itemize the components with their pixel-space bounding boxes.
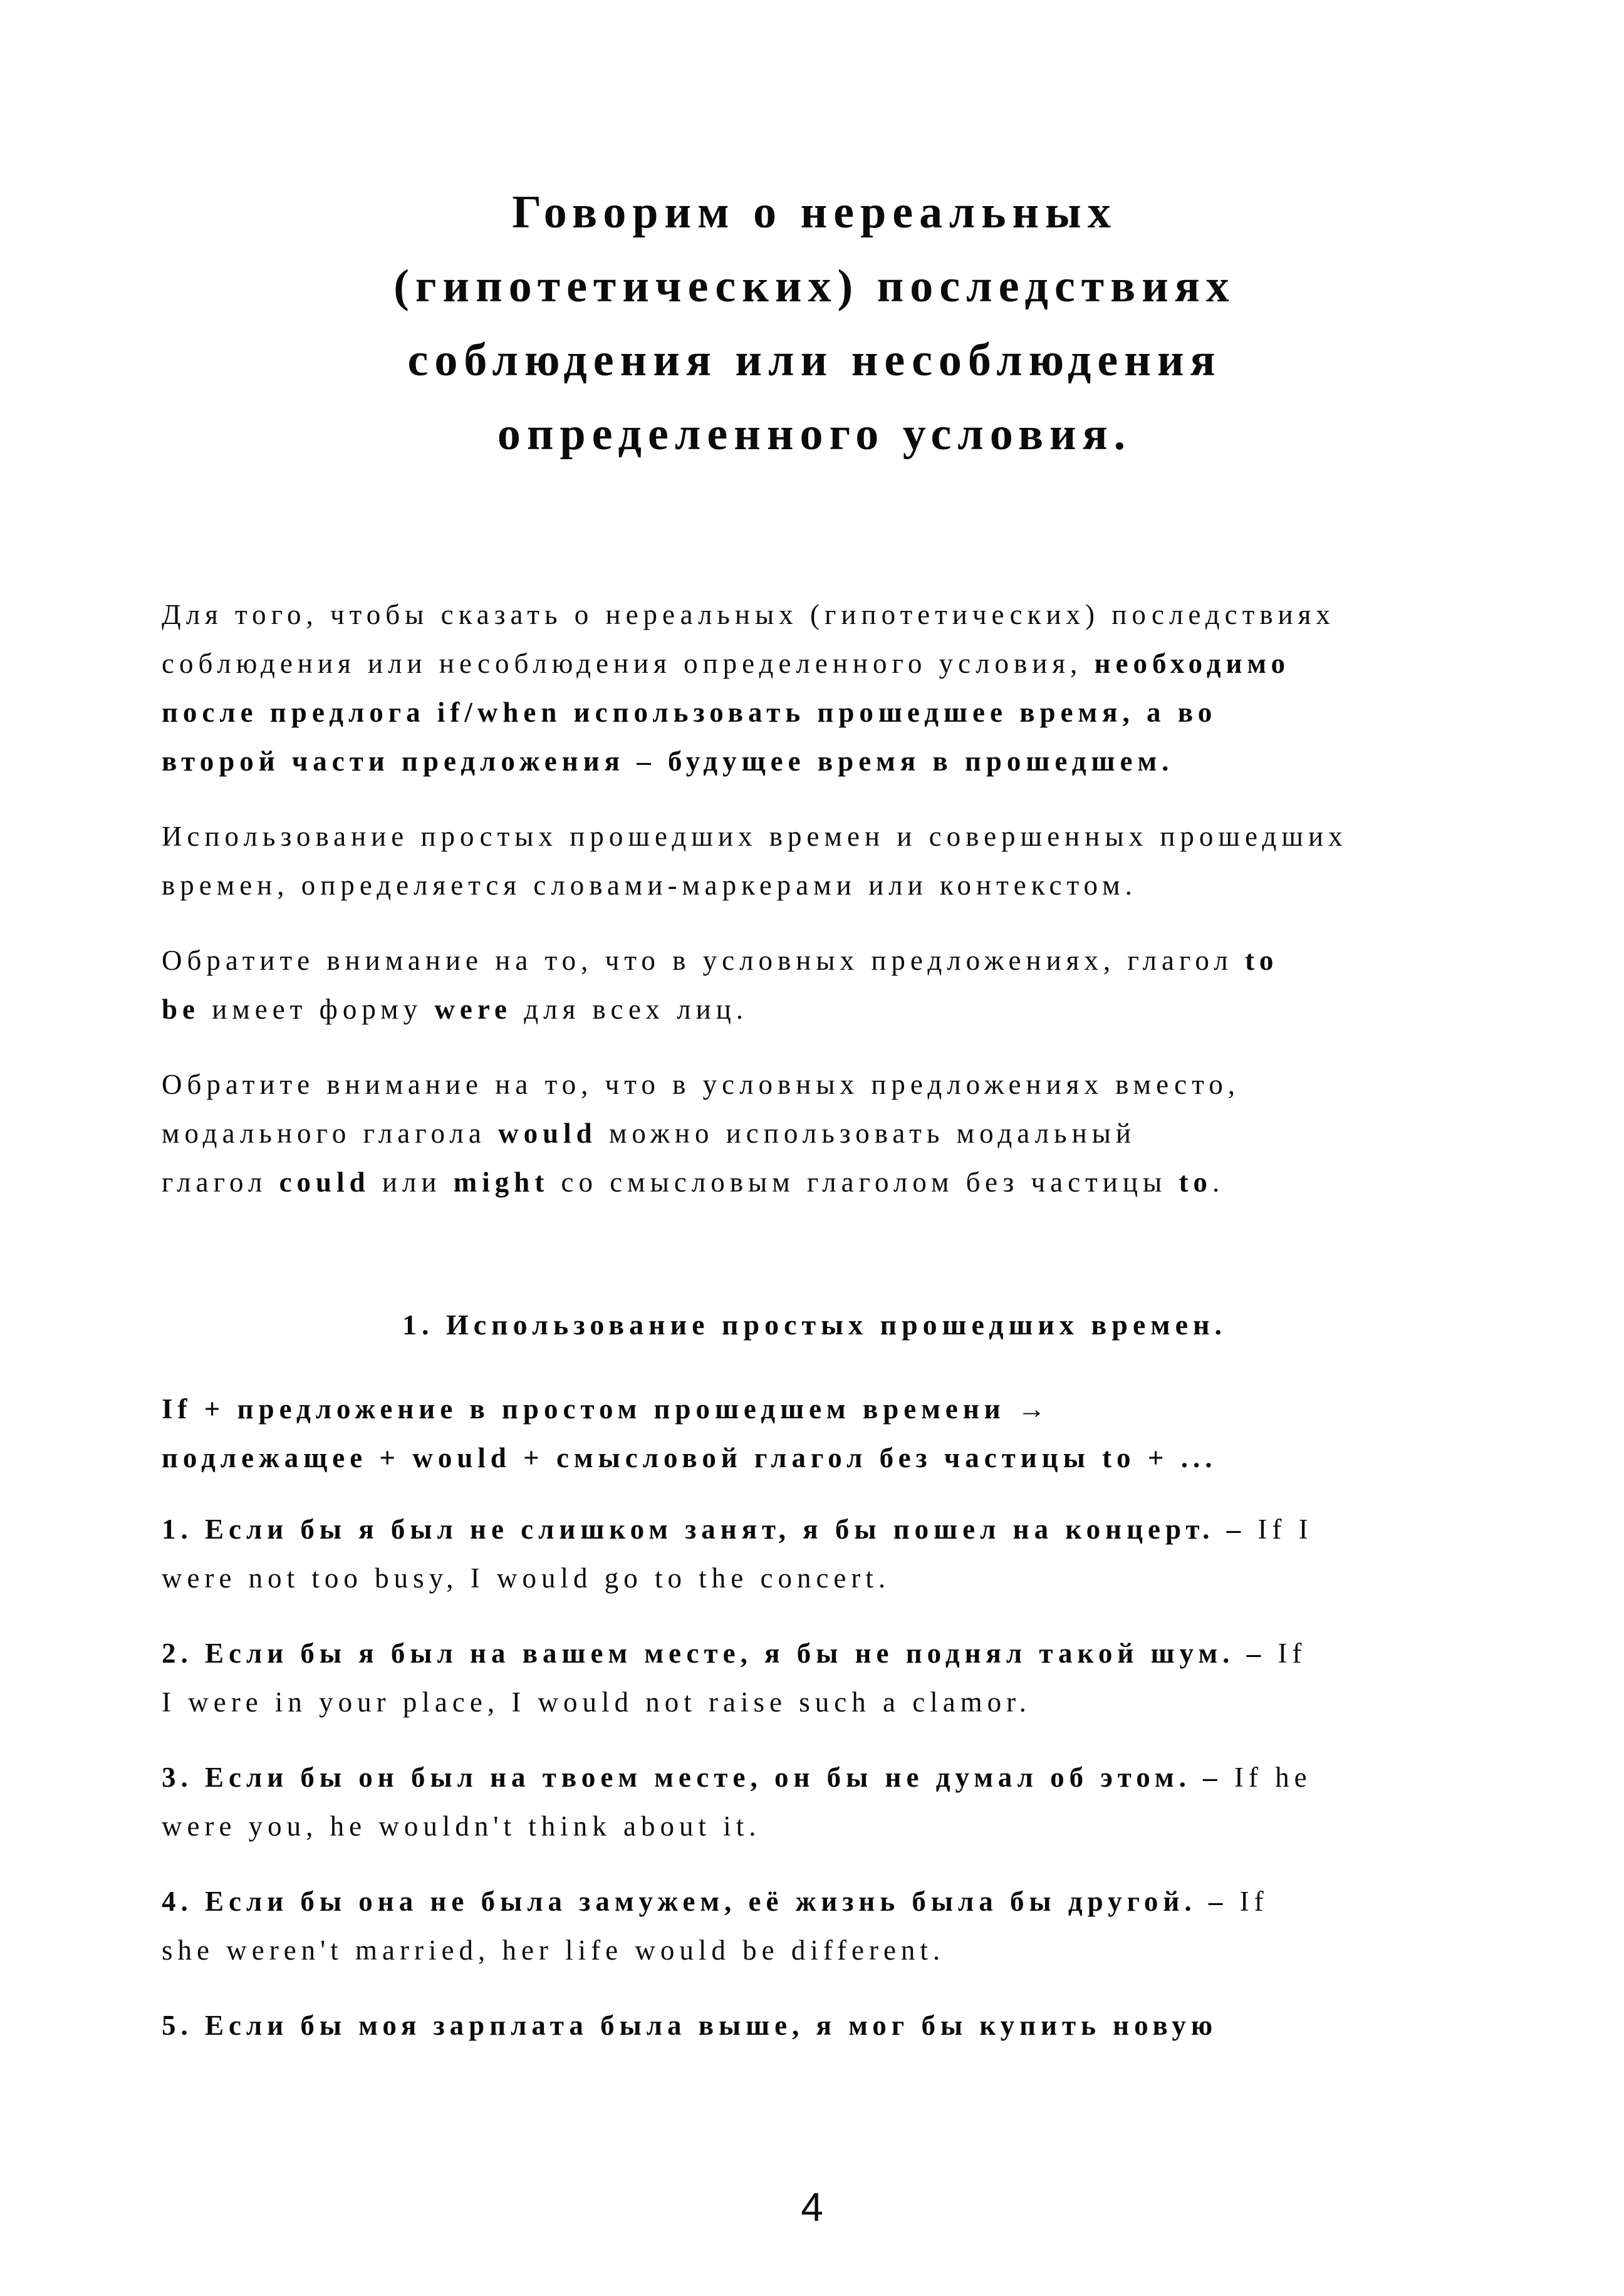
text-segment-bold: соблюдения или несоблюдения	[407, 335, 1222, 386]
text-line	[162, 861, 1467, 910]
text-segment: со смысловым глаголом без частицы	[549, 1166, 1179, 1198]
text-line	[162, 1877, 1467, 1926]
text-segment: she weren't married, her life would be different.	[162, 1935, 945, 1966]
text-line	[162, 1384, 1467, 1433]
text-line	[162, 1109, 1467, 1158]
text-segment: Обратите внимание на то, что в условных предложениях, глагол	[162, 945, 1245, 976]
text-segment-bold: 2. Если бы я был на вашем месте, я бы не поднял такой шум. –	[162, 1638, 1278, 1669]
page-number: 4	[801, 2184, 823, 2230]
paragraph-rule-intro	[162, 590, 1467, 786]
text-line	[162, 1802, 1467, 1851]
text-line	[162, 1753, 1467, 1802]
text-segment: для всех лиц.	[511, 994, 749, 1025]
text-segment-bold: 1. Если бы я был не слишком занят, я бы пошел на концерт. –	[162, 1514, 1258, 1545]
text-segment: were not too busy, I would go to the concert.	[162, 1562, 891, 1594]
text-line	[162, 737, 1467, 786]
text-segment: или	[370, 1166, 454, 1198]
text-segment: If he	[1234, 1762, 1312, 1793]
text-line	[162, 249, 1467, 323]
section-heading: 1. Использование простых прошедших времен.	[402, 1309, 1227, 1341]
text-line	[162, 1060, 1467, 1109]
text-line	[162, 1158, 1467, 1207]
text-segment: .	[1212, 1166, 1225, 1198]
text-line	[162, 1629, 1467, 1678]
text-line	[162, 936, 1467, 985]
paragraph-note-to-be	[162, 936, 1467, 1034]
text-segment-bold: be	[162, 994, 200, 1025]
text-segment-bold: после предлога if/when использовать прошедшее время, а во	[162, 697, 1217, 728]
text-segment-bold: необходимо	[1094, 648, 1290, 679]
text-segment: имеет форму	[200, 994, 435, 1025]
text-segment-bold: (гипотетических) последствиях	[393, 261, 1236, 312]
text-segment: Использование простых прошедших времен и совершенных прошедших	[162, 821, 1348, 852]
text-segment: If	[1278, 1638, 1307, 1669]
text-line	[162, 2001, 1467, 2050]
text-segment-bold: would	[498, 1118, 597, 1149]
text-segment-bold: 4. Если бы она не была замужем, её жизнь была бы другой. –	[162, 1886, 1240, 1917]
text-line	[162, 1926, 1467, 1975]
example-sentence-1	[162, 1505, 1467, 1603]
text-segment: If I	[1257, 1514, 1313, 1545]
text-segment-bold: If + предложение в простом прошедшем времени →	[162, 1393, 1051, 1425]
text-segment-bold: второй части предложения – будущее время в прошедшем.	[162, 745, 1174, 777]
text-segment: времен, определяется словами-маркерами или контекстом.	[162, 870, 1137, 901]
text-segment-bold: might	[453, 1166, 549, 1198]
text-segment-bold: were	[434, 994, 512, 1025]
example-sentence-5	[162, 2001, 1467, 2050]
example-sentence-3	[162, 1753, 1467, 1851]
paragraph-tense-markers	[162, 812, 1467, 910]
text-line	[162, 1505, 1467, 1554]
text-line	[162, 323, 1467, 397]
text-segment-bold: to	[1244, 945, 1279, 976]
text-line	[162, 1433, 1467, 1482]
text-line	[162, 985, 1467, 1034]
text-segment: модального глагола	[162, 1118, 499, 1149]
text-segment: соблюдения или несоблюдения определенного условия,	[162, 648, 1095, 679]
text-segment-bold: 5. Если бы моя зарплата была выше, я мог бы купить новую	[162, 2010, 1218, 2041]
example-sentence-4	[162, 1877, 1467, 1975]
text-segment-bold: to	[1179, 1166, 1212, 1198]
text-line	[162, 639, 1467, 688]
paragraph-note-modals	[162, 1060, 1467, 1207]
example-sentence-2	[162, 1629, 1467, 1727]
text-line	[162, 688, 1467, 737]
text-line	[162, 175, 1467, 249]
text-line	[162, 812, 1467, 861]
text-line	[162, 397, 1467, 471]
text-segment-bold: определенного условия.	[497, 408, 1132, 460]
grammar-formula	[162, 1384, 1467, 1482]
text-segment: глагол	[162, 1166, 279, 1198]
text-segment: I were in your place, I would not raise such a clamor.	[162, 1686, 1031, 1718]
text-segment-bold: подлежащее + would + смысловой глагол без частицы to + ...	[162, 1442, 1217, 1473]
text-segment: were you, he wouldn't think about it.	[162, 1810, 761, 1842]
text-segment-bold: 3. Если бы он был на твоем месте, он бы не думал об этом. –	[162, 1762, 1234, 1793]
text-segment-bold: could	[279, 1166, 370, 1198]
text-line	[162, 1554, 1467, 1603]
text-line	[162, 590, 1467, 639]
page-title	[162, 175, 1467, 471]
text-segment: Для того, чтобы сказать о нереальных (гипотетических) последствиях	[162, 599, 1335, 630]
text-segment-bold: Говорим о нереальных	[512, 187, 1117, 238]
text-line	[162, 1678, 1467, 1727]
text-segment: можно использовать модальный	[596, 1118, 1136, 1149]
text-segment: Обратите внимание на то, что в условных предложениях вместо,	[162, 1069, 1240, 1100]
text-segment: If	[1239, 1886, 1269, 1917]
